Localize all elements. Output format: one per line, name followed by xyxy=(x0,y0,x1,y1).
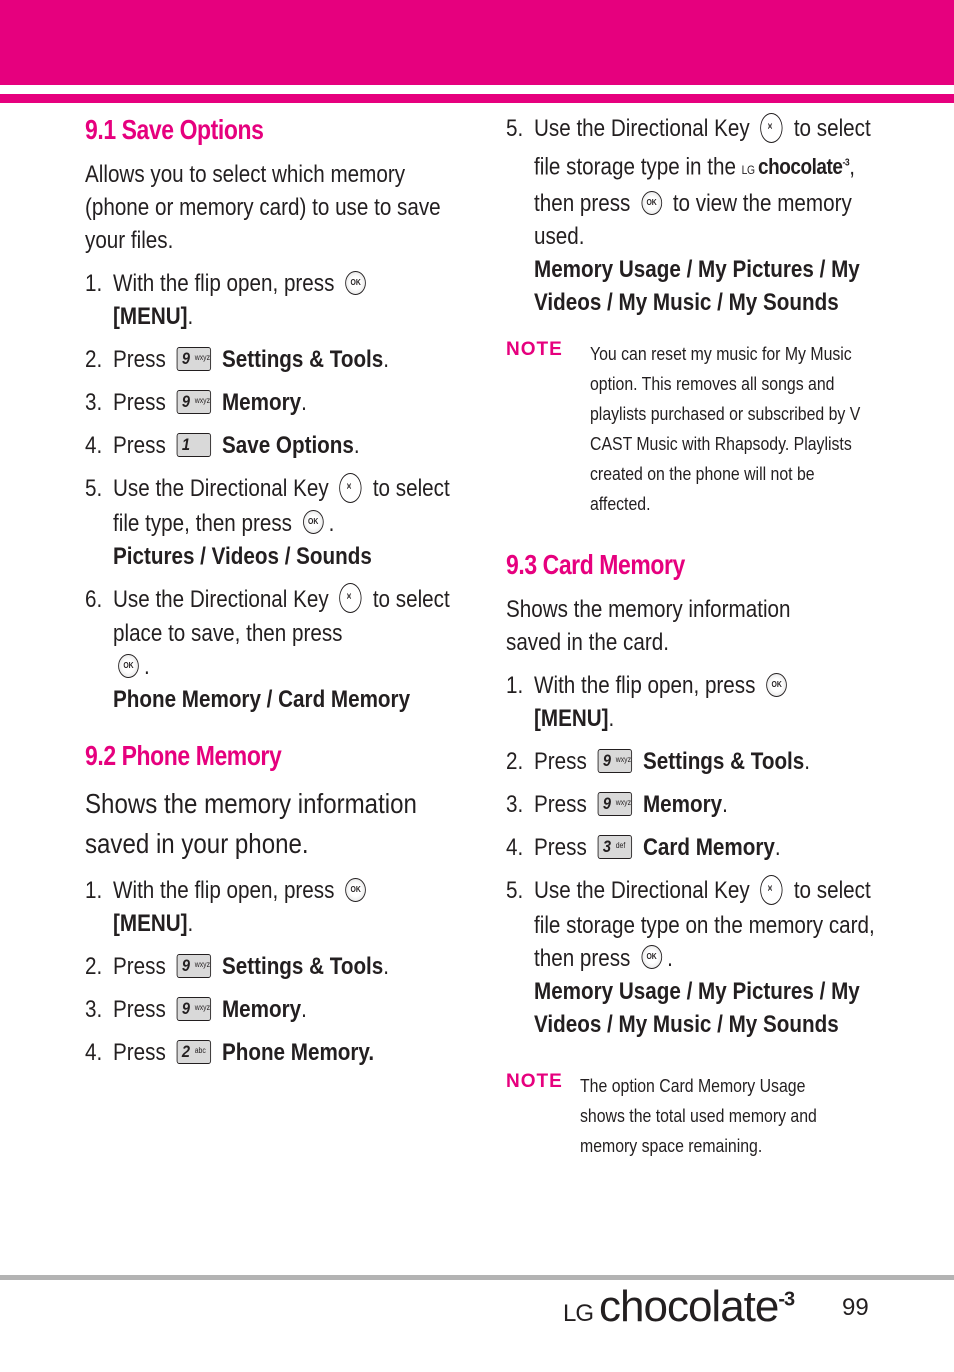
section-title-save-options: 9.1 Save Options xyxy=(85,114,264,145)
ok-key-icon: OK xyxy=(766,673,787,697)
phone-memory-steps xyxy=(85,874,450,1069)
phone-memory-intro: Shows the memory information saved in your phone. xyxy=(85,788,417,860)
step-2: 2. Press 9 wxyz Settings & Tools. xyxy=(85,953,390,981)
step-3: 3. Press 9 wxyz Memory. xyxy=(506,790,728,818)
save-options-intro: Allows you to select which memory (phone or memory card) to use to save your files. xyxy=(85,161,441,254)
directional-key-icon xyxy=(761,113,783,143)
card-memory-intro: Shows the memory information saved in the card. xyxy=(506,595,791,656)
header-rule xyxy=(0,94,954,103)
ok-key-icon: OK xyxy=(303,510,324,534)
ok-key-icon: OK xyxy=(641,945,662,969)
step-5: 5. Use the Directional Key ˄ ˅ to select file storage type in the LG chocolate$^{-3}$, then press OK to view the memory used. Memory Usage / My Pictures / My Videos / My Music / My Sounds xyxy=(506,112,876,319)
step-3: 3. Press 9 wxyz Memory. xyxy=(85,996,307,1024)
ok-key-icon: OK xyxy=(345,878,366,902)
page-number: 99 xyxy=(842,1294,869,1321)
directional-key-icon xyxy=(340,583,362,613)
note-reset-music: NOTE You can reset my music for My Music option. This removes all songs and playlists purchased or subscribed by V CAST Music with Rhapsody. Playlists created on the phone will not be affected. xyxy=(506,338,861,514)
step-4: 4. Press 3 def Card Memory. xyxy=(506,833,781,861)
key-3-icon: 3 def xyxy=(598,835,632,859)
ok-key-icon: OK xyxy=(345,271,366,295)
chocolate-logo-icon: LG chocolate$^{-3}$ xyxy=(741,153,850,179)
ok-key-icon: OK xyxy=(118,654,139,678)
right-column xyxy=(506,112,876,1161)
key-9-icon: 9 wxyz xyxy=(177,347,211,371)
key-9-icon: 9 wxyz xyxy=(177,954,211,978)
note-card-memory-usage: NOTE The option Card Memory Usage shows the total used memory and memory space remaining. xyxy=(506,1070,817,1156)
header-bar xyxy=(0,0,954,85)
section-title-phone-memory: 9.2 Phone Memory xyxy=(85,740,282,772)
step-5: 5. Use the Directional Key ˄ ˅ to select file storage type on the memory card, then press OK . Memory Usage / My Pictures / My Videos / My Music / My Sounds xyxy=(506,874,876,1041)
step-2: 2. Press 9 wxyz Settings & Tools. xyxy=(506,747,811,775)
directional-key-icon xyxy=(340,473,362,503)
card-memory-steps xyxy=(506,669,876,1041)
step-1: 1. With the flip open, press OK [MENU]. xyxy=(506,669,876,735)
step-1: 1. With the flip open, press OK [MENU]. xyxy=(85,267,450,333)
key-9-icon: 9 wxyz xyxy=(177,997,211,1021)
left-column xyxy=(85,110,450,1069)
ok-key-icon: OK xyxy=(641,191,662,215)
key-2-icon: 2 abc xyxy=(177,1040,211,1064)
directional-key-icon xyxy=(761,875,783,905)
step-5: 5. Use the Directional Key ˄ ˅ to select file type, then press OK . Pictures / Videos / Sounds xyxy=(85,472,450,573)
step-4: 4. Press 1 Save Options. xyxy=(85,432,360,459)
key-9-icon: 9 wxyz xyxy=(598,792,632,816)
step-3: 3. Press 9 wxyz Memory. xyxy=(85,389,307,416)
key-1-icon: 1 xyxy=(177,433,211,457)
step-2: 2. Press 9 wxyz Settings & Tools. xyxy=(85,346,390,373)
save-options-steps xyxy=(85,267,450,716)
step-1: 1. With the flip open, press OK [MENU]. xyxy=(85,874,450,940)
footer-rule xyxy=(0,1275,954,1280)
brand-logo: LG chocolate$^{-3}$ xyxy=(563,1282,795,1331)
phone-memory-steps-continued xyxy=(506,112,876,319)
key-9-icon: 9 wxyz xyxy=(177,390,211,414)
key-9-icon: 9 wxyz xyxy=(598,749,632,773)
step-4: 4. Press 2 abc Phone Memory. xyxy=(85,1039,375,1067)
section-title-card-memory: 9.3 Card Memory xyxy=(506,548,685,580)
step-6: 6. Use the Directional Key ˄ ˅ to select place to save, then press OK . Phone Memory / Card Memory xyxy=(85,583,450,717)
